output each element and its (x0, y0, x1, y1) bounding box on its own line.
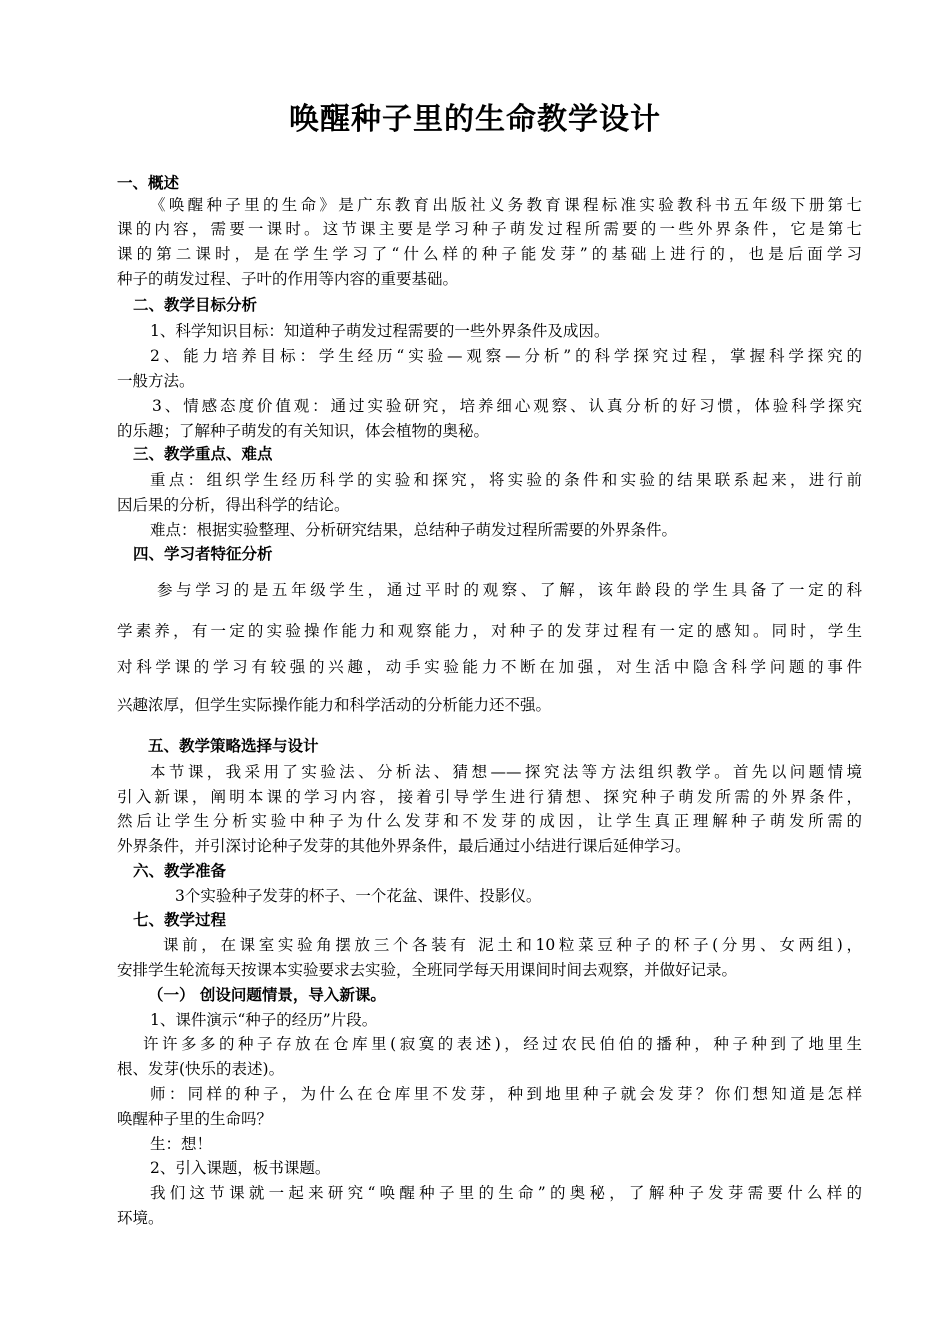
section-2-heading: 二、教学目标分析 (133, 296, 258, 314)
preparation: 3个实验种子发芽的杯子、一个花盆、课件、投影仪。 (175, 887, 542, 905)
section-4-heading: 四、学习者特征分析 (133, 545, 273, 563)
step-2: 2、引入课题，板书课题。 (150, 1159, 331, 1177)
section-1-heading: 一、概述 (117, 174, 180, 192)
paragraph-line: 外界条件，并引深讨论种子发芽的其他外界条件，最后通过小结进行课后延伸学习。 (117, 837, 691, 855)
focus-line: 因后果的分析，得出科学的结论。 (117, 496, 350, 514)
paragraph-line: 安排学生轮流每天按课本实验要求去实验，全班同学每天用课间时间去观察，并做好记录。 (117, 961, 738, 979)
paragraph-line: 课的内容，需要一课时。这节课主要是学习种子萌发过程所需要的一些外界条件，它是第七 (117, 220, 862, 238)
closing-line: 环境。 (117, 1209, 164, 1227)
paragraph-line: 种子的萌发过程、子叶的作用等内容的重要基础。 (117, 270, 459, 288)
section-3-heading: 三、教学重点、难点 (133, 445, 273, 463)
paragraph-line: 对科学课的学习有较强的兴趣，动手实验能力不断在加强，对生活中隐含科学问题的事件 (117, 658, 862, 676)
subsection-1-heading: （一） 创设问题情景，导入新课。 (148, 986, 386, 1004)
goal-2-line: 一般方法。 (117, 372, 195, 390)
student-reply: 生：想！ (150, 1135, 213, 1153)
step-1: 1、课件演示“种子的经历”片段。 (150, 1011, 378, 1029)
paragraph-line: 兴趣浓厚，但学生实际操作能力和科学活动的分析能力还不强。 (117, 696, 552, 714)
paragraph-line: 引入新课，阐明本课的学习内容，接着引导学生进行猜想、探究种子萌发所需的外界条件， (117, 788, 862, 806)
section-5-heading: 五、教学策略选择与设计 (148, 737, 319, 755)
section-7-heading: 七、教学过程 (133, 911, 227, 929)
paragraph-line: 课前，在课室实验角摆放三个各装有 泥土和10粒菜豆种子的杯子(分男、女两组)， (163, 936, 862, 954)
paragraph-line: 然后让学生分析实验中种子为什么发芽和不发芽的成因，让学生真正理解种子萌发所需的 (117, 812, 862, 830)
story-line: 许许多多的种子存放在仓库里(寂寞的表述)，经过农民伯伯的播种，种子种到了地里生 (143, 1035, 862, 1053)
teacher-line: 唤醒种子里的生命吗？ (117, 1110, 273, 1128)
goal-3-line: 的乐趣；了解种子萌发的有关知识，体会植物的奥秘。 (117, 422, 490, 440)
goal-3-line: 3、情感态度价值观：通过实验研究，培养细心观察、认真分析的好习惯，体验科学探究 (152, 397, 862, 415)
paragraph-line: 学素养，有一定的实验操作能力和观察能力，对种子的发芽过程有一定的感知。同时，学生 (117, 622, 862, 640)
paragraph-line: 《唤醒种子里的生命》是广东教育出版社义务教育课程标准实验教科书五年级下册第七 (150, 196, 862, 214)
goal-2-line: 2、能力培养目标：学生经历“实验—观察—分析”的科学探究过程，掌握科学探究的 (150, 347, 862, 365)
goal-1: 1、科学知识目标：知道种子萌发过程需要的一些外界条件及成因。 (150, 322, 610, 340)
teacher-line: 师：同样的种子，为什么在仓库里不发芽，种到地里种子就会发芽？你们想知道是怎样 (150, 1085, 862, 1103)
focus-line: 重点：组织学生经历科学的实验和探究，将实验的条件和实验的结果联系起来，进行前 (150, 471, 862, 489)
difficulty: 难点：根据实验整理、分析研究结果，总结种子萌发过程所需要的外界条件。 (150, 521, 678, 539)
story-line: 根、发芽(快乐的表述)。 (117, 1060, 285, 1078)
closing-line: 我们这节课就一起来研究“唤醒种子里的生命”的奥秘，了解种子发芽需要什么样的 (150, 1184, 862, 1202)
section-6-heading: 六、教学准备 (133, 862, 227, 880)
document-title: 唤醒种子里的生命教学设计 (289, 102, 661, 137)
paragraph-line: 本节课，我采用了实验法、分析法、猜想——探究法等方法组织教学。首先以问题情境 (150, 763, 862, 781)
paragraph-line: 课的第二课时，是在学生学习了“什么样的种子能发芽”的基础上进行的，也是后面学习 (117, 245, 862, 263)
paragraph-line: 参与学习的是五年级学生，通过平时的观察、了解，该年龄段的学生具备了一定的科 (157, 581, 862, 599)
